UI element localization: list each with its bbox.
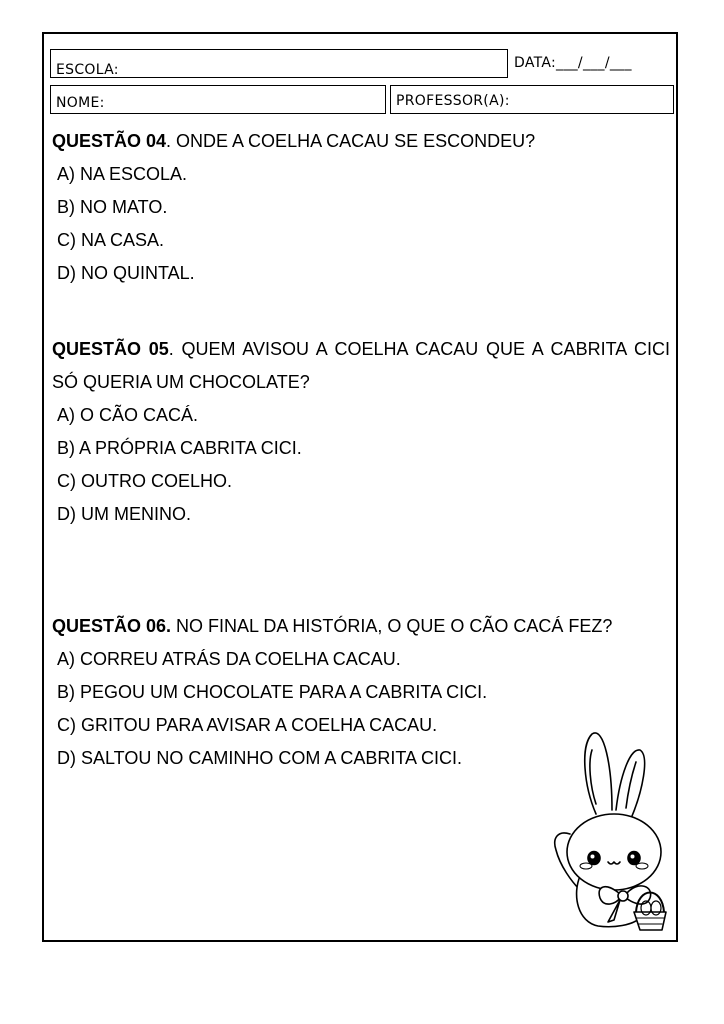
data-label: DATA:___/___/___ [514, 55, 632, 71]
question-06-heading [52, 610, 670, 643]
escola-field[interactable] [50, 49, 508, 78]
question-05 [52, 333, 670, 531]
question-04-option-d[interactable]: D) NO QUINTAL. [57, 263, 195, 283]
nome-field[interactable] [50, 85, 386, 114]
question-04-option-b[interactable]: B) NO MATO. [57, 197, 168, 217]
data-field[interactable] [508, 49, 674, 78]
question-06-number: QUESTÃO 06. [52, 616, 172, 636]
question-04-text: . ONDE A COELHA CACAU SE ESCONDEU? [166, 131, 536, 151]
bunny-illustration-icon [550, 726, 668, 932]
nome-label: NOME: [56, 95, 105, 111]
question-05-text: . QUEM AVISOU A COELHA CACAU QUE A CABRITA CICI SÓ QUERIA UM CHOCOLATE? [52, 339, 670, 392]
question-05-option-d[interactable]: D) UM MENINO. [57, 504, 191, 524]
question-06-option-a[interactable]: A) CORREU ATRÁS DA COELHA CACAU. [57, 649, 401, 669]
question-05-heading [52, 333, 670, 399]
worksheet-frame [42, 32, 678, 942]
question-06-option-b[interactable]: B) PEGOU UM CHOCOLATE PARA A CABRITA CICI. [57, 682, 488, 702]
question-04-option-a[interactable]: A) NA ESCOLA. [57, 164, 188, 184]
question-06-text: NO FINAL DA HISTÓRIA, O QUE O CÃO CACÁ FEZ? [171, 616, 613, 636]
question-04-option-c[interactable]: C) NA CASA. [57, 230, 165, 250]
question-04-heading [52, 125, 670, 158]
question-04-number: QUESTÃO 04 [52, 131, 167, 151]
question-06-option-d[interactable]: D) SALTOU NO CAMINHO COM A CABRITA CICI. [57, 748, 463, 768]
question-05-option-c[interactable]: C) OUTRO COELHO. [57, 471, 233, 491]
question-05-option-a[interactable]: A) O CÃO CACÁ. [57, 405, 199, 425]
escola-label: ESCOLA: [56, 62, 119, 78]
question-04 [52, 125, 670, 290]
professor-label: PROFESSOR(A): [396, 93, 510, 109]
question-05-option-b[interactable]: B) A PRÓPRIA CABRITA CICI. [57, 438, 302, 458]
professor-field[interactable] [390, 85, 674, 114]
question-05-number: QUESTÃO 05 [52, 339, 169, 359]
question-06-option-c[interactable]: C) GRITOU PARA AVISAR A COELHA CACAU. [57, 715, 438, 735]
